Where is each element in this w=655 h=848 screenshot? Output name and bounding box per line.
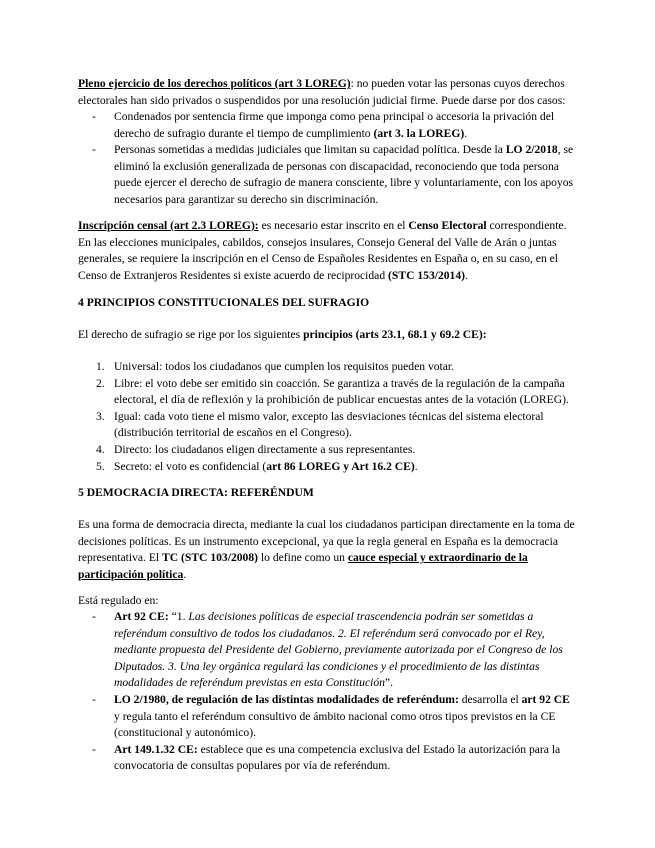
list-marker: -: [92, 742, 96, 756]
list-item-text: desarrolla el: [458, 692, 522, 706]
principios-intro: [78, 327, 578, 344]
list-item: [78, 459, 578, 476]
inscripcion-text: es necesario estar inscrito en el: [258, 219, 409, 232]
list-item-bold: LO 2/2018: [505, 143, 558, 157]
intro-text: El derecho de sufragio se rige por los siguientes: [78, 328, 304, 341]
list-item: [78, 609, 578, 692]
list-item: [78, 142, 578, 208]
list-item: [78, 442, 578, 459]
list-item: [78, 742, 578, 775]
list-marker: -: [92, 143, 96, 157]
list-item-tail: ”.: [384, 676, 393, 690]
list-marker: 5.: [96, 459, 105, 473]
democracia-text: Es una forma de democracia directa, mediante la cual los ciudadanos participan directamente en la toma de decisiones políticas. Es un instrumento excepcional, ya que la regla general en España es la democracia representativa. El: [78, 518, 575, 565]
intro-bold: (arts 23.1, 68.1 y 69.2 CE):: [352, 328, 487, 341]
list-marker: 1.: [96, 360, 105, 373]
list-item-italic: Las decisiones políticas de especial trascendencia podrán ser sometidas a referéndum consultivo de todos los ciudadanos. 2. El referéndum será convocado por el Rey, mediante propuesta del Presidente del Gobierno, previamente autorizada por el Congreso de los Diputados. 3. Una ley orgánica regulará las condiciones y el procedimiento de las distintas modalidades de referéndum previstas en esta Constitución: [114, 610, 563, 690]
inscripcion-tail: .: [465, 268, 468, 282]
list-item: [78, 109, 578, 142]
heading-democracia: 5 DEMOCRACIA DIRECTA: REFERÉNDUM: [78, 486, 314, 499]
list-item-bold: art 86 LOREG y Art 16.2 CE): [266, 459, 415, 473]
list-item-text: establece que es una competencia exclusiva del Estado la autorización para la convocatoria de consultas populares por vía de referéndum.: [114, 742, 561, 773]
list-item-text: Personas sometidas a medidas judiciales que limitan su capacidad política. Desde la: [114, 143, 506, 157]
list-item-tail: , se eliminó la exclusión generalizada de personas con discapacidad, reconociendo que toda persona puede ejercer el derecho de sufragio de manera consciente, libre y voluntariamente, con los apoyos necesarios para garantizar su derecho sin discriminación.: [114, 143, 574, 206]
heading-principios: 4 PRINCIPIOS CONSTITUCIONALES DEL SUFRAGIO: [78, 296, 370, 309]
list-item-text: “1.: [168, 610, 189, 623]
list-item-text: Directo: los ciudadanos eligen directamente a sus representantes.: [114, 442, 416, 456]
list-item: [78, 409, 578, 442]
list-item: [78, 359, 578, 376]
list-marker: 4.: [96, 442, 105, 456]
list-item: [78, 692, 578, 742]
intro-bold: principios: [303, 328, 353, 341]
inscripcion-title: Inscripción censal (art 2.3 LOREG):: [78, 219, 259, 232]
pleno-text: : no pueden votar las personas cuyos derechos electorales han sido privados o suspendidos por una resolución judicial firme. Puede darse por dos casos:: [78, 77, 566, 107]
democracia-bold: TC (STC 103/2008): [162, 551, 258, 565]
list-marker: -: [92, 110, 96, 123]
regulado-list: [78, 609, 578, 775]
list-item: [78, 376, 578, 409]
democracia-bold-underlined: cauce especial y extraordinario de la participación política: [78, 551, 528, 581]
list-marker: 2.: [96, 376, 105, 390]
democracia-text: lo define como un: [258, 551, 348, 565]
list-marker: -: [92, 610, 96, 623]
list-item-bold: Art 92 CE:: [114, 610, 169, 623]
list-item-text: Condenados por sentencia firme que imponga como pena principal o accesoria la privación del derecho de sufragio durante el tiempo de cumplimiento: [114, 110, 555, 140]
list-item-text: Igual: cada voto tiene el mismo valor, excepto las desviaciones técnicas del sistema electoral (distribución territorial de escaños en el Congreso).: [114, 409, 544, 440]
inscripcion-bold: (STC 153/2014): [388, 268, 466, 282]
principios-list: [78, 359, 578, 475]
list-item-bold: Art 149.1.32 CE:: [114, 742, 198, 756]
list-item-tail: y regula tanto el referéndum consultivo de ámbito nacional como otros tipos previstos en la CE (constitucional y autonómico).: [114, 709, 556, 740]
democracia-tail: .: [183, 567, 187, 581]
regulado-label: Está regulado en:: [78, 594, 159, 607]
pleno-title: Pleno ejercicio de los derechos políticos (art 3 LOREG): [78, 77, 351, 90]
list-item-text: Libre: el voto debe ser emitido sin coacción. Se garantiza a través de la regulación de la campaña electoral, el día de reflexión y la prohibición de publicar encuestas antes de la votación (LOREG).: [114, 376, 569, 407]
inscripcion-bold: Censo Electoral: [408, 219, 487, 232]
list-item-bold: art 92 CE: [521, 692, 570, 706]
pleno-paragraph: [78, 76, 578, 109]
list-item-bold: (art 3. la LOREG): [373, 126, 465, 140]
pleno-list: [78, 109, 578, 209]
list-item-tail: .: [414, 459, 418, 473]
inscripcion-text: correspondiente. En las elecciones municipales, cabildos, consejos insulares, Consejo General del Valle de Arán o juntas generales, se requiere la inscripción en el Censo de Españoles Residentes en España o, en su caso, en el Censo de Extranjeros Residentes si existe acuerdo de reciprocidad: [78, 219, 567, 282]
inscripcion-paragraph: [78, 218, 578, 284]
list-item-text: Universal: todos los ciudadanos que cumplen los requisitos pueden votar.: [114, 360, 455, 373]
democracia-paragraph: [78, 517, 578, 583]
list-item-tail: .: [464, 126, 468, 140]
list-item-bold: LO 2/1980, de regulación de las distintas modalidades de referéndum:: [114, 692, 459, 706]
list-marker: 3.: [96, 409, 105, 423]
list-item-text: Secreto: el voto es confidencial (: [114, 459, 267, 473]
list-marker: -: [92, 692, 96, 706]
